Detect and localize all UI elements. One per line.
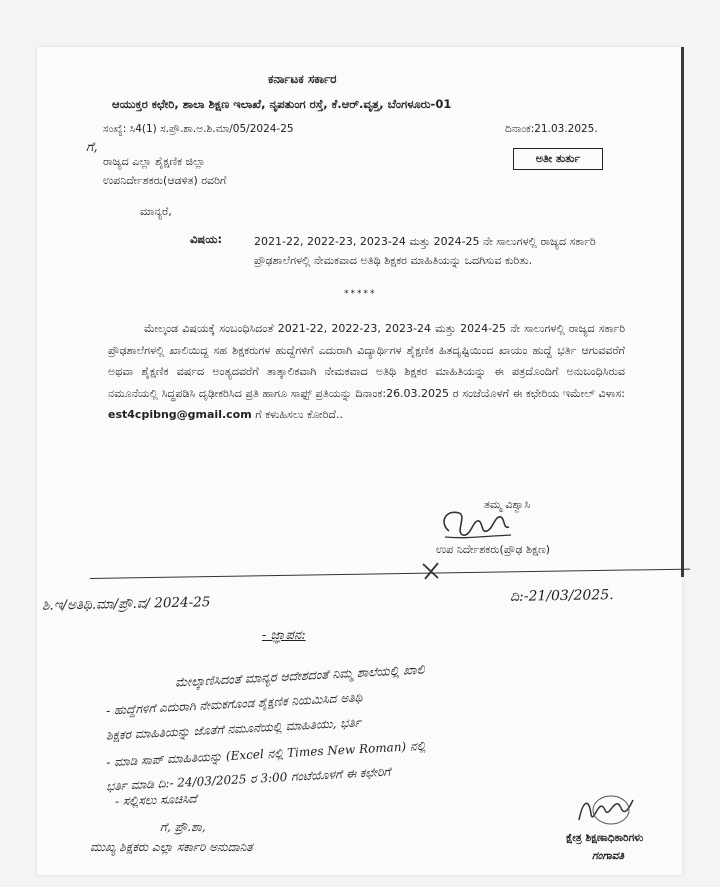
endorsement-line: ಮೇಲ್ಕಾಣಿಸಿದಂತೆ ಮಾನ್ಯರ ಆದೇಶದಂತೆ ನಿಮ್ಮ ಶಾಲೆಯಲ್ಲಿ ಖಾಲಿ: [174, 661, 425, 690]
body-tail: ಗೆ ಕಳುಹಿಸಲು ಕೋರಿದೆ..: [255, 408, 343, 421]
endorsement-line: ಭರ್ತಿ ಮಾಡಿ ದಿ:- 24/03/2025 ರ 3:00 ಗಂಟೆಯೊಳಗೆ ಈ ಕಛೇರಿಗೆ: [105, 764, 391, 794]
subject-separator: *****: [344, 289, 377, 299]
subject-text: 2021-22, 2022-23, 2023-24 ಮತ್ತು 2024-25 ನೇ ಸಾಲುಗಳಲ್ಲಿ ರಾಜ್ಯದ ಸರ್ಕಾರಿ ಪ್ರೌಢಶಾಲೆಗಳಲ್ಲಿ ನೇಮಕವಾದ ಅತಿಥಿ ಶಿಕ್ಷಕರ ಮಾಹಿತಿಯನ್ನು ಒದಗಿಸುವ ಕುರಿತು.: [254, 235, 596, 267]
endorsement-line: ಶಿಕ್ಷಕರ ಮಾಹಿತಿಯನ್ನು ಜೊತೆಗೆ ನಮೂನೆಯಲ್ಲಿ ಮಾಹಿತಿಯು, ಭರ್ತಿ: [105, 715, 362, 743]
signature-image: [437, 505, 517, 545]
salutation: ಮಾನ್ಯರೆ,: [140, 205, 172, 218]
organization-title: ಕರ್ನಾಟಕ ಸರ್ಕಾರ: [268, 72, 337, 86]
letter-body: [108, 318, 625, 426]
page-edge: [681, 47, 684, 577]
office-address: ಆಯುಕ್ತರ ಕಛೇರಿ, ಶಾಲಾ ಶಿಕ್ಷಣ ಇಲಾಖೆ, ನೃಪತುಂಗ ರಸ್ತೆ, ಕೆ.ಆರ್.ವೃತ್ತ, ಬೆಂಗಳೂರು-01: [112, 97, 452, 111]
cc-line-2: ಮುಖ್ಯ ಶಿಕ್ಷಕರು ಎಲ್ಲಾ ಸರ್ಕಾರಿ ಅನುದಾನಿತ: [90, 840, 253, 854]
urgent-badge: ಅತೀ ತುರ್ತು: [513, 148, 603, 170]
cross-mark: [420, 560, 442, 582]
officer-signature-image: [575, 790, 635, 830]
endorsement-reference: ಶಿ.ಇ/ಅತಿಥಿ.ಮಾ/ಪ್ರೌ.ವ/ 2024-25: [41, 594, 211, 614]
endorsement-heading: - ಜ್ಞಾಪನ:: [262, 628, 306, 643]
closing-regards: ತಮ್ಮ ವಿಶ್ವಾಸಿ: [484, 498, 531, 511]
endorsement-date: ದಿ:-21/03/2025.: [509, 587, 614, 605]
letter-date: ದಿನಾಂಕ:21.03.2025.: [505, 123, 598, 135]
stamp-place: ಗಂಗಾವತಿ: [592, 850, 625, 862]
recipient-line-2: ಉಪನಿರ್ದೇಶಕರು(ಆಡಳಿತ) ರವರಿಗೆ: [103, 174, 227, 187]
endorsement-line: - ಹುದ್ದೆಗಳಿಗೆ ಎದುರಾಗಿ ನೇಮಕಗೊಂಡ ಶೈಕ್ಷಣಿಕ ನಿಯಮಿಸಿದ ಅತಿಥಿ: [105, 690, 363, 718]
reference-number: ಸಂಖ್ಯೆ: ಸಿ4(1) ಸ.ಪ್ರೌ.ಶಾ.ಅ.ಶಿ.ಮಾ/05/2024-25: [103, 123, 294, 135]
designation: ಉಪ ನಿರ್ದೇಶಕರು(ಪ್ರೌಢ ಶಿಕ್ಷಣ): [436, 543, 551, 556]
cc-line-1: ಗೆ, ಪ್ರೌ.ಶಾ,: [160, 820, 206, 834]
recipient-mark: ಗೆ,: [86, 140, 98, 155]
recipient-line-1: ರಾಜ್ಯದ ಎಲ್ಲಾ ಶೈಕ್ಷಣಿಕ ಜಿಲ್ಲಾ: [103, 155, 206, 168]
endorsement-line: - ಸಲ್ಲಿಸಲು ಸೂಚಿಸಿದೆ: [114, 791, 197, 809]
stamp-office: ಕ್ಷೇತ್ರ ಶಿಕ್ಷಣಾಧಿಕಾರಿಗಳು: [566, 832, 644, 844]
subject-label: ವಿಷಯ:: [190, 232, 223, 246]
email-address: est4cpibng@gmail.com: [108, 408, 252, 421]
body-text: ಮೇಲ್ಕಂಡ ವಿಷಯಕ್ಕೆ ಸಂಬಂಧಿಸಿದಂತೆ 2021-22, 2022-23, 2023-24 ಮತ್ತು 2024-25 ನೇ ಸಾಲುಗಳಲ್ಲಿ ರಾಜ್ಯದ ಸರ್ಕಾರಿ ಪ್ರೌಢಶಾಲೆಗಳಲ್ಲಿ ಖಾಲಿಯಿದ್ದ ಸಹ ಶಿಕ್ಷಕರುಗಳ ಹುದ್ದೆಗಳಿಗೆ ಎದುರಾಗಿ ವಿದ್ಯಾರ್ಥಿಗಳ ಶೈಕ್ಷಣಿಕ ಹಿತದೃಷ್ಟಿಯಿಂದ ಖಾಯಂ ಹುದ್ದೆ ಭರ್ತಿ ಆಗುವವರೆಗೆ ಅಥವಾ ಶೈಕ್ಷಣಿಕ ವರ್ಷದ ಅಂತ್ಯದವರೆಗೆ ತಾತ್ಕಾಲಿಕವಾಗಿ ನೇಮಕವಾದ ಅತಿಥಿ ಶಿಕ್ಷಕರ ಮಾಹಿತಿಯನ್ನು ಈ ಪತ್ರದೊಂದಿಗೆ ಅನುಬಂಧಿಸಿರುವ ನಮೂನೆಯಲ್ಲಿ ಸಿದ್ಧಪಡಿಸಿ ದೃಢೀಕರಿಸಿದ ಪ್ರತಿ ಹಾಗೂ ಸಾಫ್ಟ್ ಪ್ರತಿಯನ್ನು ದಿನಾಂಕ:26.03.2025 ರ ಸಂಜೆಯೊಳಗೆ ಈ ಕಛೇರಿಯ ಇಮೇಲ್ ವಿಳಾಸ:: [108, 322, 625, 400]
endorsement-line: - ಮಾಡಿ ಸಾಪ್ ಮಾಹಿತಿಯನ್ನು (Excel ನಲ್ಲಿ Times New Roman) ನಲ್ಲಿ: [105, 738, 427, 770]
